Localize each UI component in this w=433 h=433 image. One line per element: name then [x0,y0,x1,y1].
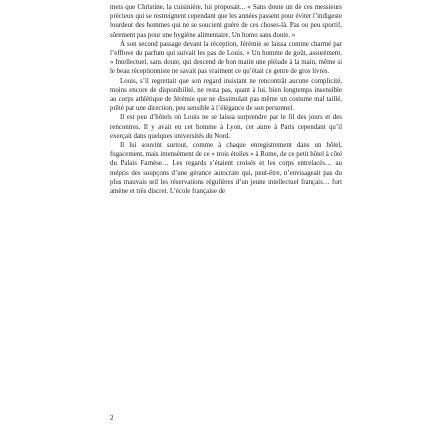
paragraph-1: mets que Christine, la cuisinière, lui proposait... « Sans doute un de ces messieurs précieux qui se restreignent cependant que les années passent pour éviter l’indigeste lourdeur des hommes qui ne se soucient guère de ces choses-là. Pas ou peu sportif, sûrement pas pour une hygiène alimentaire. Un homo sans doute. » [110,4,342,39]
paragraph-2: À son second passage devant la réception, Jérémie se laissa comme charmé par l’effluve du parfum qui suivait les pas de Louis. « Un homme de goût, assurément. » Intellectuel, sans doute, qui descend de bon matin une pléiade à la main, même si le beau réceptionniste ne savait pas vraiment ce qu’était ce genre de gros livres. [110,40,342,76]
body-text [110,3,342,196]
paragraph-5: Il lui souvint surtout, comme à chaque enregistrement dans un hôtel, fugacement, mais intensément de ce « trois étoiles » à Rome, de ce petit hôtel à côté du Palais Farnèse… Les regards s’étaient croisés et les corps entrelacés… au mépris des soupçons d’une gérance autocrate qui, peut-être, n’envisageait pas du plus mauvais œil les réservations régulières d’un jeune intellectuel français… fort amène et très discret. L’école française de [110,142,342,196]
page-number: 2 [110,415,114,422]
paragraph-3: Louis, s’il regrettait que son regard insistant ne rencontrât aucune complicité, moins encore de disponibilité, ne resta pas, quant à lui, bien longtemps insensible au corps athlétique de Jérémie que ne dissimulait pas même un costume mal taillé, prêté par une direction, peu sensible à l’élégance de son personnel. [110,77,342,113]
paragraph-4: Il est peu d’hôtels où Louis ne se laissa surprendre par le fil des jours et des rencontres. Il y avait eu cet homme à Lyon, cet autre à Paris cependant qu’il exerçait dans quelques universités du Nord. [110,114,342,140]
